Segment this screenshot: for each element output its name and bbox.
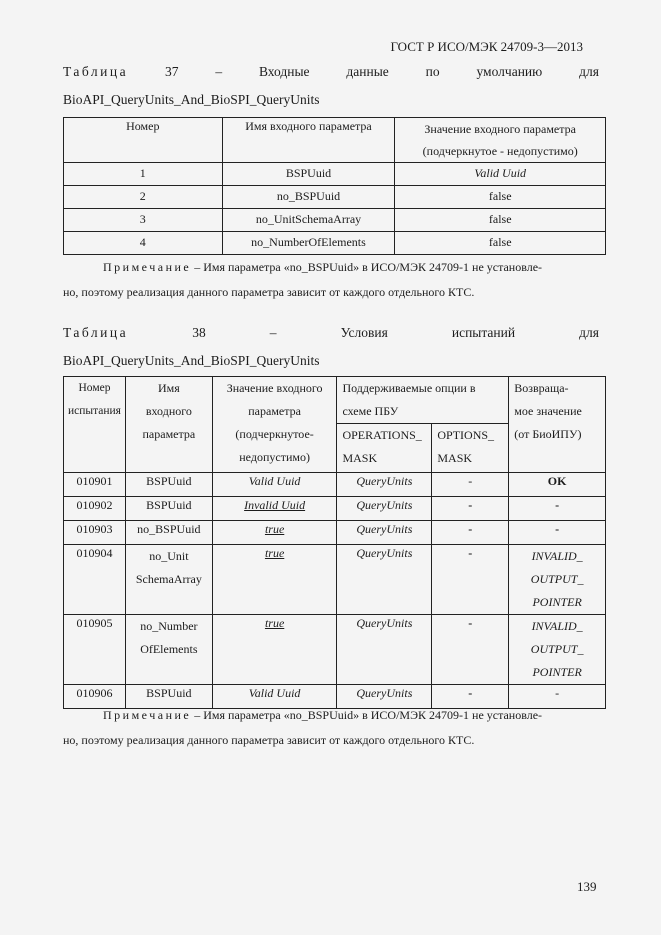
invalid-value: true (264, 522, 285, 536)
cell-options: - (432, 615, 509, 685)
cell-input-name: BSPUuid (125, 497, 212, 521)
header-number: Номер (64, 118, 223, 163)
return-line: POINTER (532, 595, 582, 609)
header-line: OPERATIONS_ (342, 428, 422, 442)
return-line: OUTPUT_ (530, 572, 584, 586)
cell-returned: - (509, 685, 606, 709)
cell-test-number: 010903 (64, 521, 126, 545)
cell-operations: QueryUnits (337, 497, 432, 521)
cell-options: - (432, 473, 509, 497)
header-line: схеме ПБУ (342, 404, 399, 418)
caption-word: Входные (258, 64, 310, 79)
caption-word: 38 (192, 325, 206, 340)
cell-value: false (395, 232, 606, 255)
header-line: Имя (157, 381, 180, 395)
cell-number: 4 (64, 232, 223, 255)
table-row (64, 186, 606, 209)
caption-word: данные (346, 64, 389, 79)
name-line: no_Number (140, 619, 198, 633)
cell-returned: - (509, 521, 606, 545)
table38 (63, 376, 606, 709)
header-line: Значение входного параметра (424, 122, 576, 136)
cell-input-name (125, 545, 212, 615)
cell-options: - (432, 521, 509, 545)
cell-value: false (395, 209, 606, 232)
caption-word: 37 (164, 64, 179, 79)
cell-input-value: Valid Uuid (212, 685, 337, 709)
name-line: no_Unit (149, 549, 189, 563)
header-line: входного (145, 404, 192, 418)
cell-input-name: no_BSPUuid (125, 521, 212, 545)
cell-name: no_BSPUuid (222, 186, 395, 209)
caption-function-name: BioAPI_QueryUnits_And_BioSPI_QueryUnits (63, 353, 320, 368)
cell-operations: QueryUnits (337, 685, 432, 709)
cell-name: BSPUuid (222, 163, 395, 186)
header-line (342, 377, 503, 400)
header-line: (от БиоИПУ) (514, 427, 582, 441)
header-line: MASK (437, 451, 473, 465)
caption-word: Условия (340, 325, 388, 340)
header-line: недопустимо) (239, 450, 310, 464)
cell-input-name: BSPUuid (125, 473, 212, 497)
cell-input-value (212, 615, 337, 685)
cell-returned: - (509, 497, 606, 521)
cell-test-number: 010906 (64, 685, 126, 709)
caption-word: для (579, 325, 599, 340)
cell-input-name: BSPUuid (125, 685, 212, 709)
header-returned-value (509, 377, 606, 473)
cell-value: Valid Uuid (395, 163, 606, 186)
invalid-value: true (264, 546, 285, 560)
invalid-value: true (264, 616, 285, 630)
cell-operations: QueryUnits (337, 615, 432, 685)
table-row (64, 209, 606, 232)
header-input-value (212, 377, 337, 473)
cell-number: 2 (64, 186, 223, 209)
cell-test-number: 010905 (64, 615, 126, 685)
cell-options: - (432, 685, 509, 709)
table-row (64, 545, 606, 615)
table-row (64, 615, 606, 685)
page-number: 139 (577, 879, 597, 894)
return-line: INVALID_ (531, 549, 583, 563)
header-line: Номер (78, 382, 111, 394)
document-header: ГОСТ Р ИСО/МЭК 24709-3—2013 (390, 39, 583, 54)
note-text: – Имя параметра «no_BSPUuid» в ИСО/МЭК 24709-1 не установле- (191, 708, 543, 722)
header-param-name: Имя входного параметра (222, 118, 395, 163)
note-label: Примечание (103, 260, 192, 274)
invalid-value: Invalid Uuid (244, 498, 306, 512)
cell-returned: OK (509, 473, 606, 497)
caption-word: умолчанию (476, 64, 543, 79)
header-options-mask (432, 424, 509, 473)
name-line: SchemaArray (135, 572, 202, 586)
note-text: – Имя параметра «no_BSPUuid» в ИСО/МЭК 24709-1 не установле- (191, 260, 543, 274)
header-line: OPTIONS_ (437, 428, 495, 442)
table-row (64, 473, 606, 497)
cell-options: - (432, 545, 509, 615)
note-text-line2: но, поэтому реализация данного параметра зависит от каждого отдельного КТС. (63, 733, 475, 747)
cell-input-value (212, 521, 337, 545)
cell-test-number: 010901 (64, 473, 126, 497)
table37-caption (63, 64, 599, 112)
header-word: Поддерживаемые опции в (342, 381, 476, 395)
header-line: параметра (248, 404, 301, 418)
return-line: INVALID_ (531, 619, 583, 633)
table38-note (63, 703, 599, 753)
header-line: Возвраща- (514, 381, 569, 395)
header-line: MASK (342, 451, 378, 465)
cell-operations: QueryUnits (337, 521, 432, 545)
name-line: OfElements (140, 642, 198, 656)
table-row (64, 497, 606, 521)
header-line: мое значение (514, 404, 582, 418)
caption-function-name: BioAPI_QueryUnits_And_BioSPI_QueryUnits (63, 92, 320, 107)
header-line: испытания (67, 405, 121, 417)
cell-operations: QueryUnits (337, 473, 432, 497)
cell-name: no_UnitSchemaArray (222, 209, 395, 232)
cell-value: false (395, 186, 606, 209)
caption-word: Таблица (63, 325, 129, 340)
cell-input-value: Valid Uuid (212, 473, 337, 497)
caption-word: Таблица (63, 64, 129, 79)
header-line: (подчеркнутое - недопустимо) (422, 144, 578, 158)
cell-input-name (125, 615, 212, 685)
header-operations-mask (337, 424, 432, 473)
table-row (64, 521, 606, 545)
table-row (64, 232, 606, 255)
return-line: POINTER (532, 665, 582, 679)
cell-returned (509, 545, 606, 615)
table37 (63, 117, 606, 255)
header-line: параметра (142, 427, 196, 441)
note-label: Примечание (103, 708, 192, 722)
table37-note (63, 255, 599, 305)
header-line: Значение входного (226, 381, 323, 395)
table38-caption (63, 325, 599, 373)
caption-word: – (215, 64, 223, 79)
caption-word: по (425, 64, 440, 79)
cell-test-number: 010902 (64, 497, 126, 521)
caption-word: испытаний (451, 325, 516, 340)
caption-word: для (579, 64, 599, 79)
cell-name: no_NumberOfElements (222, 232, 395, 255)
cell-options: - (432, 497, 509, 521)
cell-number: 1 (64, 163, 223, 186)
cell-operations: QueryUnits (337, 545, 432, 615)
header-test-number (64, 377, 126, 473)
table-row (64, 163, 606, 186)
cell-input-value (212, 497, 337, 521)
return-line: OUTPUT_ (530, 642, 584, 656)
cell-number: 3 (64, 209, 223, 232)
header-param-value (395, 118, 606, 163)
cell-test-number: 010904 (64, 545, 126, 615)
header-supported-options (337, 377, 509, 424)
header-input-name (125, 377, 212, 473)
header-line: (подчеркнутое- (235, 427, 314, 441)
cell-input-value (212, 545, 337, 615)
note-text-line2: но, поэтому реализация данного параметра зависит от каждого отдельного КТС. (63, 285, 475, 299)
caption-word: – (269, 325, 277, 340)
cell-returned (509, 615, 606, 685)
